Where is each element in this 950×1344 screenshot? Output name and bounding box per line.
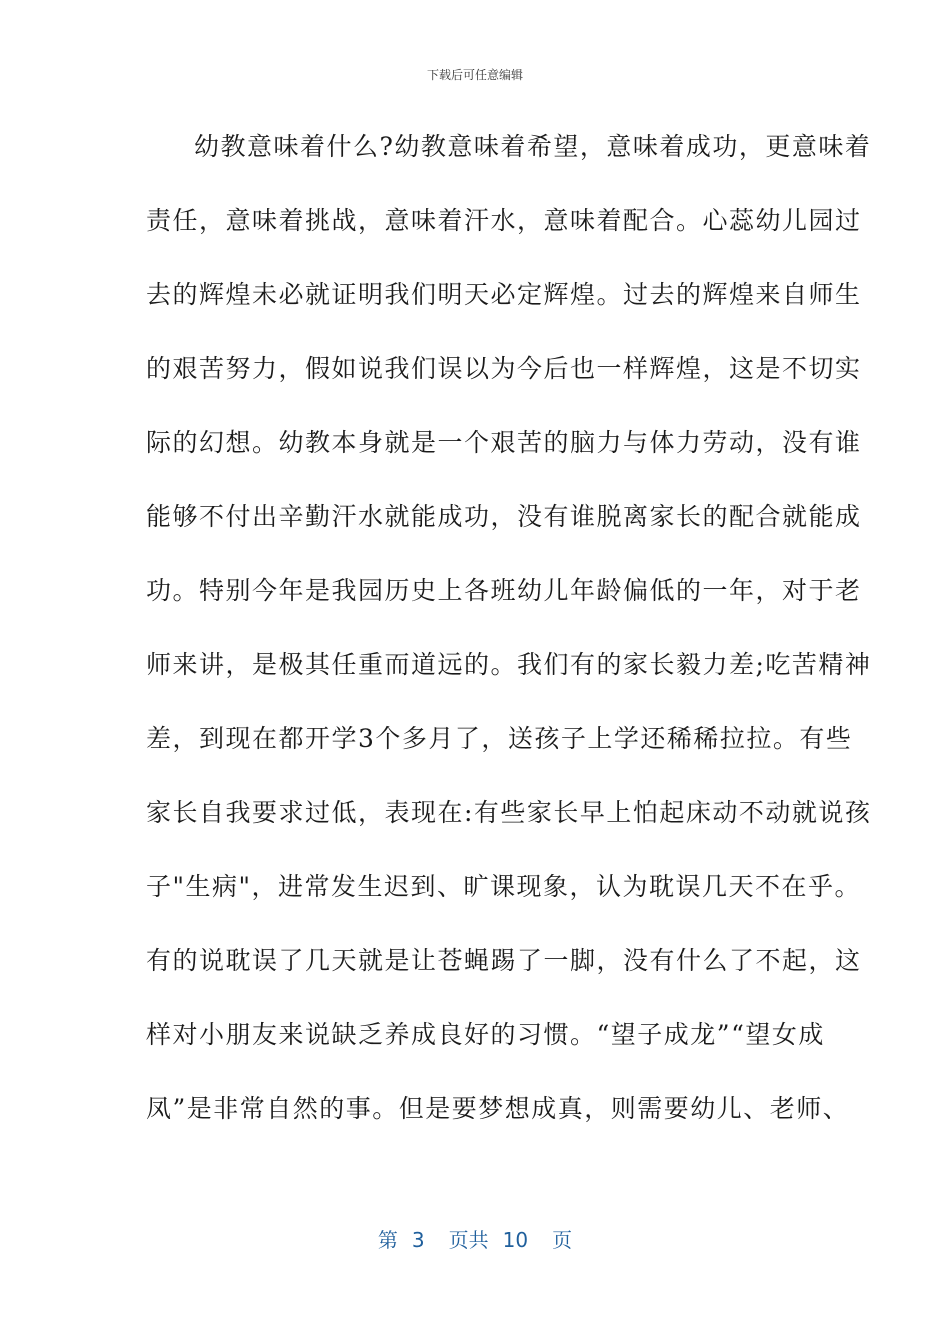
paragraph-line: 家长自我要求过低，表现在:有些家长早上怕起床动不动就说孩 bbox=[146, 798, 872, 827]
footer-middle: 页共 bbox=[448, 1228, 489, 1252]
paragraph-line: 去的辉煌未必就证明我们明天必定辉煌。过去的辉煌来自师生 bbox=[146, 280, 862, 309]
paragraph-line: 功。特别今年是我园历史上各班幼儿年龄偏低的一年，对于老 bbox=[146, 576, 862, 605]
footer-total-pages: 10 bbox=[502, 1228, 529, 1252]
paragraph-line: 责任，意味着挑战，意味着汗水，意味着配合。心蕊幼儿园过 bbox=[146, 206, 862, 235]
paragraph-line: 差，到现在都开学3个多月了，送孩子上学还稀稀拉拉。有些 bbox=[146, 724, 853, 753]
page-header: 下载后可任意编辑 bbox=[426, 68, 523, 82]
page-footer bbox=[0, 1224, 950, 1253]
paragraph-line: 子"生病"，进常发生迟到、旷课现象，认为耽误几天不在乎。 bbox=[146, 872, 862, 901]
paragraph-line: 凤”是非常自然的事。但是要梦想成真，则需要幼儿、老师、 bbox=[146, 1094, 850, 1123]
footer-suffix: 页 bbox=[552, 1228, 573, 1252]
paragraph-line: 幼教意味着什么?幼教意味着希望，意味着成功，更意味着 bbox=[194, 132, 872, 161]
footer-prefix: 第 bbox=[377, 1228, 398, 1252]
paragraph-line: 有的说耽误了几天就是让苍蝇踢了一脚，没有什么了不起，这 bbox=[146, 946, 862, 975]
paragraph-line: 的艰苦努力，假如说我们误以为今后也一样辉煌，这是不切实 bbox=[146, 354, 862, 383]
paragraph-line: 能够不付出辛勤汗水就能成功，没有谁脱离家长的配合就能成 bbox=[146, 502, 862, 531]
paragraph-line: 样对小朋友来说缺乏养成良好的习惯。“望子成龙”“望女成 bbox=[146, 1020, 825, 1049]
footer-page-number: 3 bbox=[411, 1228, 425, 1252]
paragraph bbox=[146, 118, 872, 1154]
paragraph-line: 际的幻想。幼教本身就是一个艰苦的脑力与体力劳动，没有谁 bbox=[146, 428, 862, 457]
paragraph-line: 师来讲，是极其任重而道远的。我们有的家长毅力差;吃苦精神 bbox=[146, 650, 872, 679]
